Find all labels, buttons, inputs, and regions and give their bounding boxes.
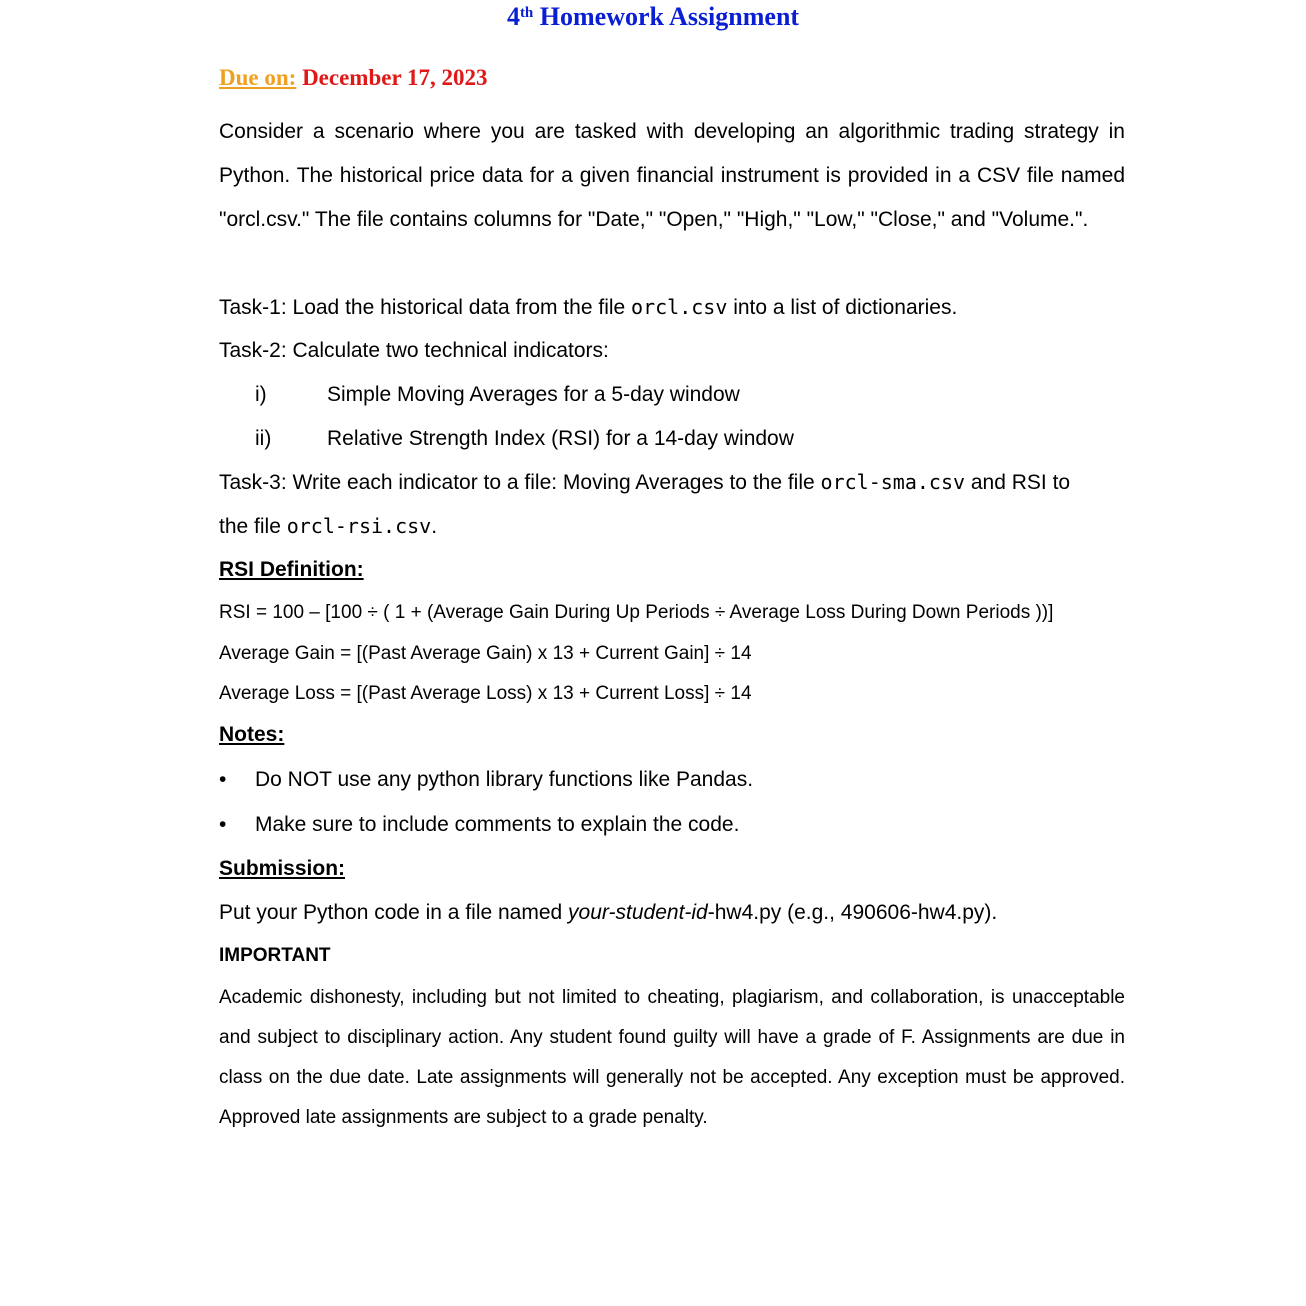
rsi-definition-heading: RSI Definition: [219, 558, 364, 581]
submission-italic: your-student-id [568, 901, 708, 924]
task-2: Task-2: Calculate two technical indicators: [219, 339, 609, 362]
notes-heading: Notes: [219, 723, 285, 746]
due-date-line [219, 62, 488, 94]
important-heading: IMPORTANT [219, 945, 331, 966]
task-3 [219, 467, 1125, 498]
submission-heading: Submission: [219, 857, 346, 880]
rsi-formula: RSI = 100 – [100 ÷ ( 1 + (Average Gain During Up Periods ÷ Average Loss During Down Periods ))] [219, 602, 1054, 623]
indicator-marker: ii) [255, 427, 272, 450]
title-superscript: th [519, 5, 534, 21]
indicator-text: Simple Moving Averages for a 5-day window [327, 383, 740, 406]
list-item [219, 765, 1125, 795]
academic-dishonesty-paragraph: Academic dishonesty, including but not limited to cheating, plagiarism, and collaboration, is unacceptable and subject to disciplinary action. Any student found guilty will have a grade of F. Assignments are due in class on the due date. Late assignments will generally not be accepted. Any exception must be approved. Approved late assignments are subject to a grade penalty. [219, 987, 1125, 1128]
page-title [0, 0, 1306, 34]
due-date: December 17, 2023 [296, 65, 488, 90]
task-3-text: Task-3: Write each indicator to a file: Moving Averages to the file [219, 471, 821, 494]
title-number: 4 [506, 2, 520, 31]
note-text: Do NOT use any python library functions like Pandas. [255, 768, 754, 791]
submission-text [219, 898, 997, 928]
indicator-text: Relative Strength Index (RSI) for a 14-day window [327, 427, 794, 450]
task-3-end: . [431, 515, 438, 538]
title-text: Homework Assignment [533, 2, 800, 31]
task-1 [219, 292, 957, 323]
indicator-marker: i) [255, 383, 267, 406]
submission-prefix: Put your Python code in a file named [219, 901, 569, 924]
submission-suffix: -hw4.py (e.g., 490606-hw4.py). [707, 901, 998, 924]
task-1-suffix: into a list of dictionaries. [727, 296, 958, 319]
task-3-line2-prefix: the file [219, 515, 287, 538]
list-item [219, 810, 1125, 840]
average-gain-formula: Average Gain = [(Past Average Gain) x 13 + Current Gain] ÷ 14 [219, 643, 752, 664]
task-3-mid: and RSI to [965, 471, 1071, 494]
task-3-sma-filename: orcl-sma.csv [820, 470, 966, 494]
due-label: Due on: [219, 65, 297, 90]
bullet-icon: • [219, 768, 227, 791]
task-3-rsi-filename: orcl-rsi.csv [286, 514, 432, 538]
bullet-icon: • [219, 813, 227, 836]
intro-paragraph: Consider a scenario where you are tasked with developing an algorithmic trading strategy in Python. The historical price data for a given financial instrument is provided in a CSV file named "orcl.csv." The file contains columns for "Date," "Open," "High," "Low," "Close," and "Volume.". [219, 120, 1125, 231]
average-loss-formula: Average Loss = [(Past Average Loss) x 13 + Current Loss] ÷ 14 [219, 683, 752, 704]
task-1-filename: orcl.csv [631, 295, 728, 319]
task-1-text: Task-1: Load the historical data from the file [219, 296, 632, 319]
task-3-line-2 [219, 511, 437, 542]
note-text: Make sure to include comments to explain the code. [255, 813, 740, 836]
